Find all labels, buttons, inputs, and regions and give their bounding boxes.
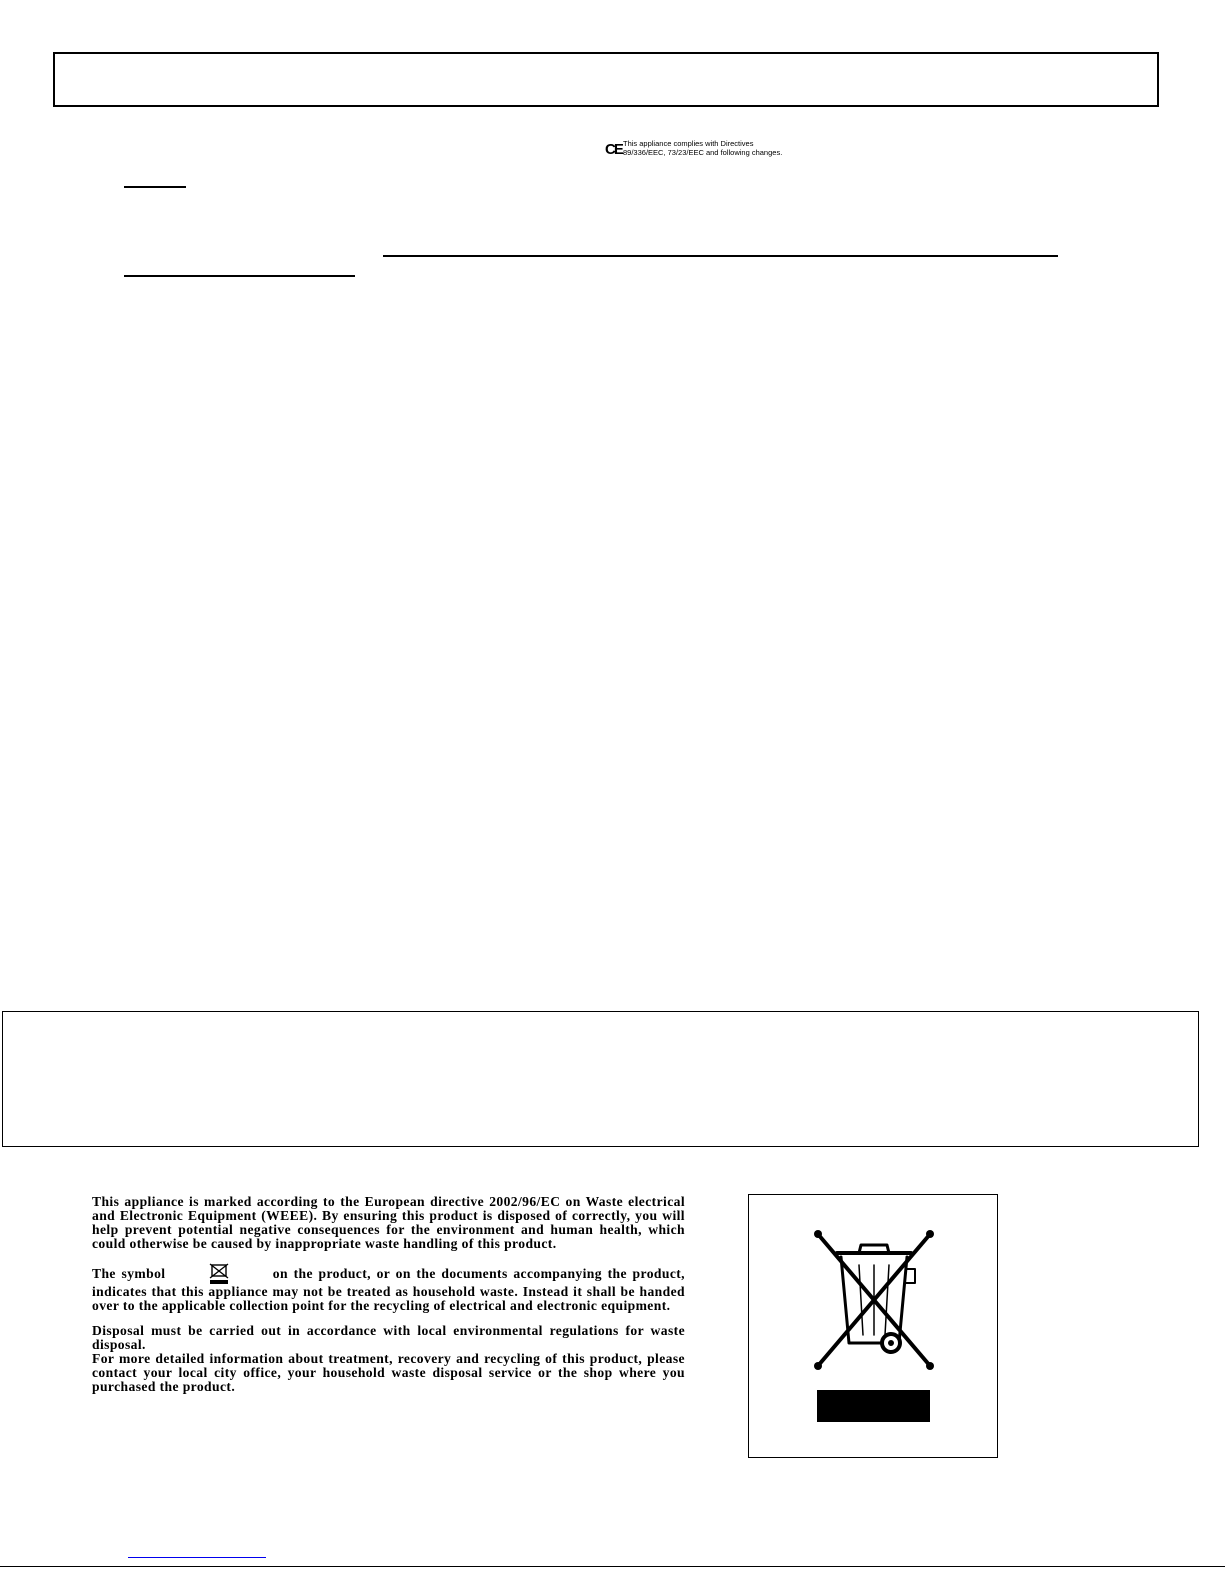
header-box (53, 52, 1159, 107)
ce-compliance-notice (605, 139, 783, 163)
underline-rule-2 (383, 255, 1058, 257)
ce-text-line-1: This appliance complies with Directives (623, 139, 754, 148)
weee-paragraph-3: Disposal must be carried out in accordance with local environmental regulations for waste disposal. (92, 1323, 685, 1353)
footer-link-underline[interactable] (128, 1557, 266, 1558)
footer-rule (0, 1566, 1225, 1567)
ce-compliance-text (623, 139, 782, 157)
crossed-out-wheelie-bin-icon (809, 1225, 939, 1375)
weee-paragraph-4: For more detailed information about treatment, recovery and recycling of this product, please contact your local city office, your household waste disposal service or the shop where you purchased the product. (92, 1351, 685, 1395)
ce-text-line-2: 89/336/EEC, 73/23/EEC and following changes. (623, 148, 783, 157)
weee-paragraph-2-lead: The symbol (92, 1265, 166, 1281)
weee-symbol-box (748, 1194, 998, 1458)
weee-paragraph-2-rest: on the product, or on the documents accompanying the product, indicates that this appliance may not be treated as household waste. Instead it shall be handed over to the applicable collection point for the recycling of electrical and electronic equipment. (92, 1265, 685, 1313)
notice-box (2, 1011, 1199, 1147)
crossed-bin-inline-icon (205, 1263, 233, 1285)
underline-rule-1 (124, 186, 186, 188)
weee-paragraph-2 (92, 1263, 685, 1313)
underline-rule-3 (124, 275, 355, 277)
weee-notice-text (92, 1195, 685, 1394)
weee-symbol-bar (817, 1390, 930, 1422)
ce-mark: CE (605, 141, 622, 158)
weee-paragraph-1: This appliance is marked according to the European directive 2002/96/EC on Waste electrical and Electronic Equipment (WEEE). By ensuring this product is disposed of correctly, you will help prevent potential negative consequences for the environment and human health, which could otherwise be caused by inappropriate waste handling of this product. (92, 1194, 685, 1251)
